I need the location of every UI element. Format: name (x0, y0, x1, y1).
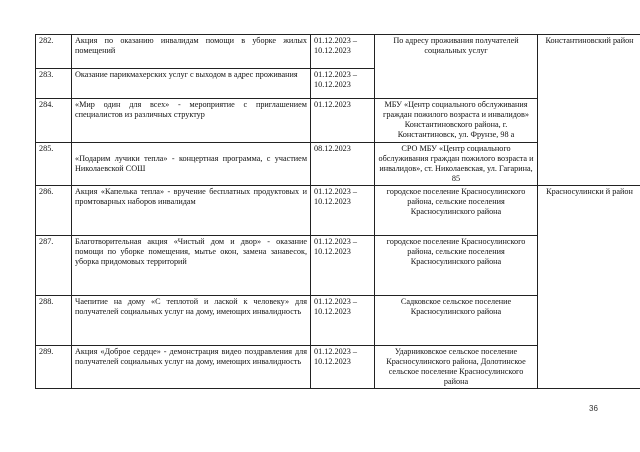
event-date: 01.12.2023 – 10.12.2023 (311, 69, 375, 99)
event-date: 01.12.2023 – 10.12.2023 (311, 236, 375, 296)
page-number: 36 (589, 404, 598, 413)
district-cell: Красносулински й район (538, 186, 640, 389)
row-number: 284. (36, 99, 72, 143)
event-title: Акция по оказанию инвалидам помощи в уборке жилых помещений (72, 35, 311, 69)
event-title: «Подарим лучики тепла» - концертная программа, с участием Николаевской СОШ (72, 143, 311, 186)
event-title: «Мир один для всех» - мероприятие с приглашением специалистов из различных структур (72, 99, 311, 143)
event-place: МБУ «Центр социального обслуживания граждан пожилого возраста и инвалидов» Константиновского района, г. Константиновск, ул. Фрунзе, 98 а (375, 99, 538, 143)
event-place: городское поселение Красносулинского района, сельские поселения Красносулинского района (375, 236, 538, 296)
event-date: 08.12.2023 (311, 143, 375, 186)
events-table (35, 34, 640, 389)
event-date: 01.12.2023 – 10.12.2023 (311, 35, 375, 69)
table-row (36, 35, 640, 69)
row-number: 283. (36, 69, 72, 99)
event-title: Чаепитие на дому «С теплотой и лаской к человеку» для получателей социальных услуг на дому, имеющих инвалидность (72, 296, 311, 346)
row-number: 282. (36, 35, 72, 69)
event-place: городское поселение Красносулинского района, сельские поселения Красносулинского района (375, 186, 538, 236)
event-title: Акция «Доброе сердце» - демонстрация видео поздравления для получателей социальных услуг на дому, имеющих инвалидность (72, 346, 311, 389)
row-number: 288. (36, 296, 72, 346)
event-title: Благотворительная акция «Чистый дом и двор» - оказание помощи по уборке помещения, мытье окон, замена занавесок, уборка придомовых территорий (72, 236, 311, 296)
table-row (36, 186, 640, 236)
event-place: Садковское сельское поселение Красносулинского района (375, 296, 538, 346)
event-title: Оказание парикмахерских услуг с выходом в адрес проживания (72, 69, 311, 99)
event-date: 01.12.2023 – 10.12.2023 (311, 346, 375, 389)
event-place: Ударниковское сельское поселение Красносулинского района, Долотинское сельское поселение Красносулинского района (375, 346, 538, 389)
row-number: 285. (36, 143, 72, 186)
event-date: 01.12.2023 – 10.12.2023 (311, 186, 375, 236)
event-place: По адресу проживания получателей социальных услуг (375, 35, 538, 99)
event-date: 01.12.2023 (311, 99, 375, 143)
event-date: 01.12.2023 – 10.12.2023 (311, 296, 375, 346)
event-place: СРО МБУ «Центр социального обслуживания граждан пожилого возраста и инвалидов», ст. Николаевская, ул. Гагарина, 85 (375, 143, 538, 186)
district-cell: Константиновский район (538, 35, 640, 186)
row-number: 287. (36, 236, 72, 296)
row-number: 286. (36, 186, 72, 236)
event-title: Акция «Капелька тепла» - вручение бесплатных продуктовых и промтоварных наборов инвалидам (72, 186, 311, 236)
row-number: 289. (36, 346, 72, 389)
